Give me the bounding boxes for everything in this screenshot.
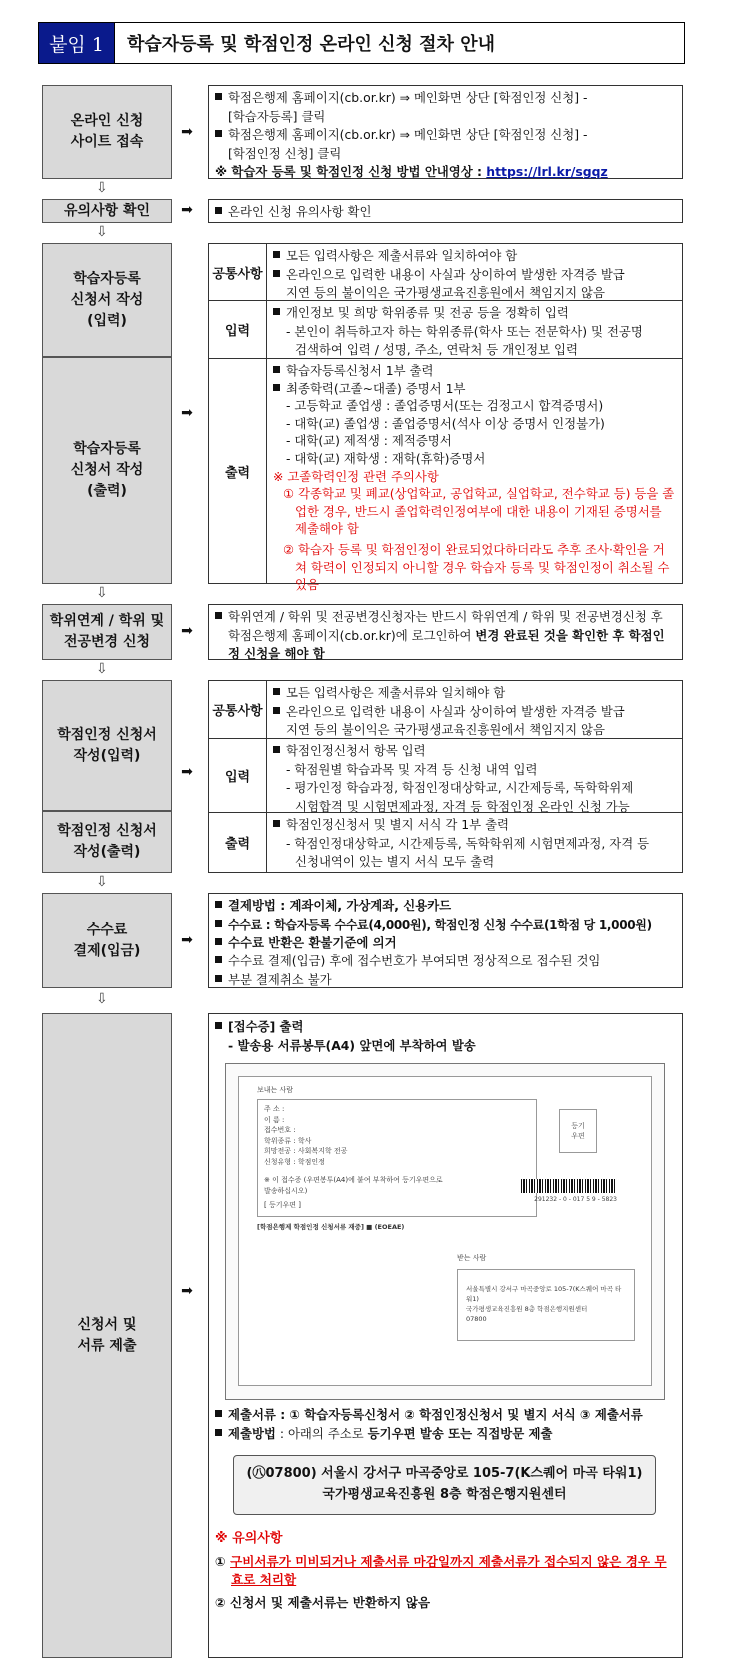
credit-table: 공통사항 모든 입력사항은 제출서류와 일치해야 함 온라인으로 입력한 내용이 사실과 상이하여 발생한 자격증 발급 지연 등의 불이익은 국가평생교육진흥원에서 책임지지 않음 입력 학점인정신청서 항목 입력 - 학점원별 학습과목 및 자격 등 신청 내역 입력 - 평가인정 학습과정, 학점인정대상학교, 시간제등록, 독학학위제 시험합격 및 시험면제과정, 자격 등 학점인정 온라인 신청 가능 출력 학점인정신청서 및 별지 서식 각 1부 출력 - 학점인정대상학교, 시간제등록, 독학학위제 시험면제과정, 자격 등 신청내역이 있는 별지 서식 모두 출력 [208,680,683,873]
step-caution-label: 유의사항 확인 [42,199,172,223]
video-guide-link[interactable]: https://lrl.kr/sgqz [486,164,608,180]
step-reg-output-label: 학습자등록 신청서 작성 (출력) [42,357,172,584]
step-fee-box: 결제방법 : 계좌이체, 가상계좌, 신용카드 수수료 : 학습자등록 수수료(4,000원), 학점인정 신청 수수료(1학점 당 1,000원) 수수료 반환은 환불기준에 의거 수수료 결제(입금) 후에 접수번호가 부여되면 정상적으로 접수된 것임 부분 결제취소 불가 [208,893,683,988]
arrow-down-icon: ⇩ [96,585,108,601]
step-site-label: 온라인 신청 사이트 접속 [42,85,172,179]
step-major-box: 학위연계 / 학위 및 전공변경신청자는 반드시 학위연계 / 학위 및 전공변경신청 후 학점은행제 홈페이지(cb.or.kr)에 로그인하여 변경 완료된 것을 확인한 후 학점인정 신청을 해야 함 [208,604,683,660]
recipient-address: 서울특별시 강서구 마곡중앙로 105-7(K스퀘어 마곡 타워1) 국가평생교육진흥원 8층 학점은행지원센터 07800 [457,1269,635,1341]
arrow-down-icon: ⇩ [96,991,108,1007]
arrow-right-icon: ➡ [181,405,193,421]
attachment-tag: 붙임 1 [39,23,115,63]
common-category: 공통사항 [209,681,267,738]
warning-item-1: ① 각종학교 및 폐교(상업학교, 공업학교, 실업학교, 전수학교 등) 등을 졸업한 경우, 반드시 졸업학력인정여부에 대한 내용이 기재된 증명서를 제출해야 함 [283,486,675,537]
step-submit-label: 신청서 및 서류 제출 [42,1013,172,1658]
caution-item-2: ② 신청서 및 제출서류는 반환하지 않음 [215,1595,431,1611]
step-credit-output-label: 학점인정 신청서 작성(출력) [42,811,172,873]
input-category: 입력 [209,739,267,812]
arrow-right-icon: ➡ [181,932,193,948]
caution-title: ※ 유의사항 [215,1531,283,1547]
reg-table: 공통사항 모든 입력사항은 제출서류와 일치하여야 함 온라인으로 입력한 내용이 사실과 상이하여 발생한 자격증 발급 지연 등의 불이익은 국가평생교육진흥원에서 책임지지 않음 입력 개인정보 및 희망 학위종류 및 전공 등을 정확히 입력 - 본인이 취득하고자 하는 학위종류(학사 또는 전문학사) 및 전공명 검색하여 입력 / 성명, 주소, 연락처 등 개인정보 입력 출력 학습자등록신청서 1부 출력 최종학력(고졸~대졸) 증명서 1부 - 고등학교 졸업생 : 졸업증명서(또는 검정고시 합격증명서) - 대학(교) 졸업생 : 졸업증명서(석사 이상 증명서 인정불가) - 대학(교) 제적생 : 제적증명서 - 대학(교) 재학생 : 재학(휴학)증명서 ※ 고졸학력인정 관련 주의사항 ① 각종학교 및 폐교(상업학교, 공업학교, 실업학교, 전수학교 등) 등을 졸업한 경우, 반드시 졸업학력인정여부에 대한 내용이 기재된 증명서를 제출해야 함 ② 학습자 등록 및 학점인정이 완료되었다하더라도 추후 조사·확인을 거쳐 학력이 인정되지 아니할 경우 학습자 등록 및 학점인정이 취소될 수 있음 [208,243,683,584]
step-credit-input-label: 학점인정 신청서 작성(입력) [42,680,172,811]
page-title: 학습자등록 및 학점인정 온라인 신청 절차 안내 [127,34,495,55]
arrow-right-icon: ➡ [181,124,193,140]
warning-title: ※ 고졸학력인정 관련 주의사항 [273,468,439,484]
step-submit-box: [접수증] 출력 - 발송용 서류봉투(A4) 앞면에 부착하여 발송 보내는 사람 주 소 : 이 름 : 접수번호 : 학위종류 : 학사 희망전공 : 사회복지학 전공 신청유형 : 학점인정 ※ 이 접수증 (우편봉투(A4)에 붙여 부착하여 등기우편으로 발송하십시오) [ 등기우편 ] 등기 우편 291232 - 0 - 017 5 9 - 5823 [학점은행제 학점인정 신청서류 재중] ■ (EOEAE) 받는 사람 서울특별시 강서구 마곡중앙로 105-7(K스퀘어 마곡 타워1) 국가평생교육진흥원 8층 학점은행지원센터 07800 제출서류 : ① 학습자등록신청서 ② 학점인정신청서 및 별지 서식 ③ 제출서류 제출방법 : 아래의 주소로 등기우편 발송 또는 직접방문 제출 (㊇07800) 서울시 강서구 마곡중앙로 105-7(K스퀘어 마곡 타워1) 국가평생교육진흥원 8층 학점은행지원센터 ※ 유의사항 ① 구비서류가 미비되거나 제출서류 마감일까지 제출서류가 접수되지 않은 경우 무효로 처리함 ② 신청서 및 제출서류는 반환하지 않음 [208,1013,683,1658]
page-header [38,22,685,64]
common-category: 공통사항 [209,244,267,300]
arrow-down-icon: ⇩ [96,661,108,677]
arrow-down-icon: ⇩ [96,180,108,196]
envelope-image: 보내는 사람 주 소 : 이 름 : 접수번호 : 학위종류 : 학사 희망전공 : 사회복지학 전공 신청유형 : 학점인정 ※ 이 접수증 (우편봉투(A4)에 붙여 부착하여 등기우편으로 발송하십시오) [ 등기우편 ] 등기 우편 291232 - 0 - 017 5 9 - 5823 [학점은행제 학점인정 신청서류 재중] ■ (EOEAE) 받는 사람 서울특별시 강서구 마곡중앙로 105-7(K스퀘어 마곡 타워1) 국가평생교육진흥원 8층 학점은행지원센터 07800 [225,1063,665,1400]
warning-item-2: ② 학습자 등록 및 학점인정이 완료되었다하더라도 추후 조사·확인을 거쳐 학력이 인정되지 아니할 경우 학습자 등록 및 학점인정이 취소될 수 있음 [283,542,670,593]
step-caution-box: 온라인 신청 유의사항 확인 [208,199,683,223]
arrow-right-icon: ➡ [181,764,193,780]
step-reg-input-label: 학습자등록 신청서 작성 (입력) [42,243,172,357]
barcode [521,1179,617,1193]
arrow-down-icon: ⇩ [96,874,108,890]
step-fee-label: 수수료 결제(입금) [42,893,172,988]
step-major-label: 학위연계 / 학위 및 전공변경 신청 [42,604,172,660]
step-site-box: 학점은행제 홈페이지(cb.or.kr) ⇒ 메인화면 상단 [학점인정 신청] - [학습자등록] 클릭 학점은행제 홈페이지(cb.or.kr) ⇒ 메인화면 상단 [학점인정 신청] - [학점인정 신청] 클릭 ※ 학습자 등록 및 학점인정 신청 방법 안내영상 : https://lrl.kr/sgqz [208,85,683,179]
arrow-down-icon: ⇩ [96,224,108,240]
sender-address: 주 소 : 이 름 : 접수번호 : 학위종류 : 학사 희망전공 : 사회복지학 전공 신청유형 : 학점인정 ※ 이 접수증 (우편봉투(A4)에 붙여 부착하여 등기우편으로 발송하십시오) [ 등기우편 ] [257,1099,537,1217]
mailing-address-box: (㊇07800) 서울시 강서구 마곡중앙로 105-7(K스퀘어 마곡 타워1) 국가평생교육진흥원 8층 학점은행지원센터 [233,1455,656,1515]
arrow-right-icon: ➡ [181,623,193,639]
registered-mail-stamp: 등기 우편 [559,1109,597,1153]
output-category: 출력 [209,359,267,583]
output-category: 출력 [209,813,267,872]
input-category: 입력 [209,301,267,358]
arrow-right-icon: ➡ [181,1283,193,1299]
arrow-right-icon: ➡ [181,202,193,218]
caution-item-1: ① 구비서류가 미비되거나 제출서류 마감일까지 제출서류가 접수되지 않은 경우 무효로 처리함 [215,1553,667,1588]
